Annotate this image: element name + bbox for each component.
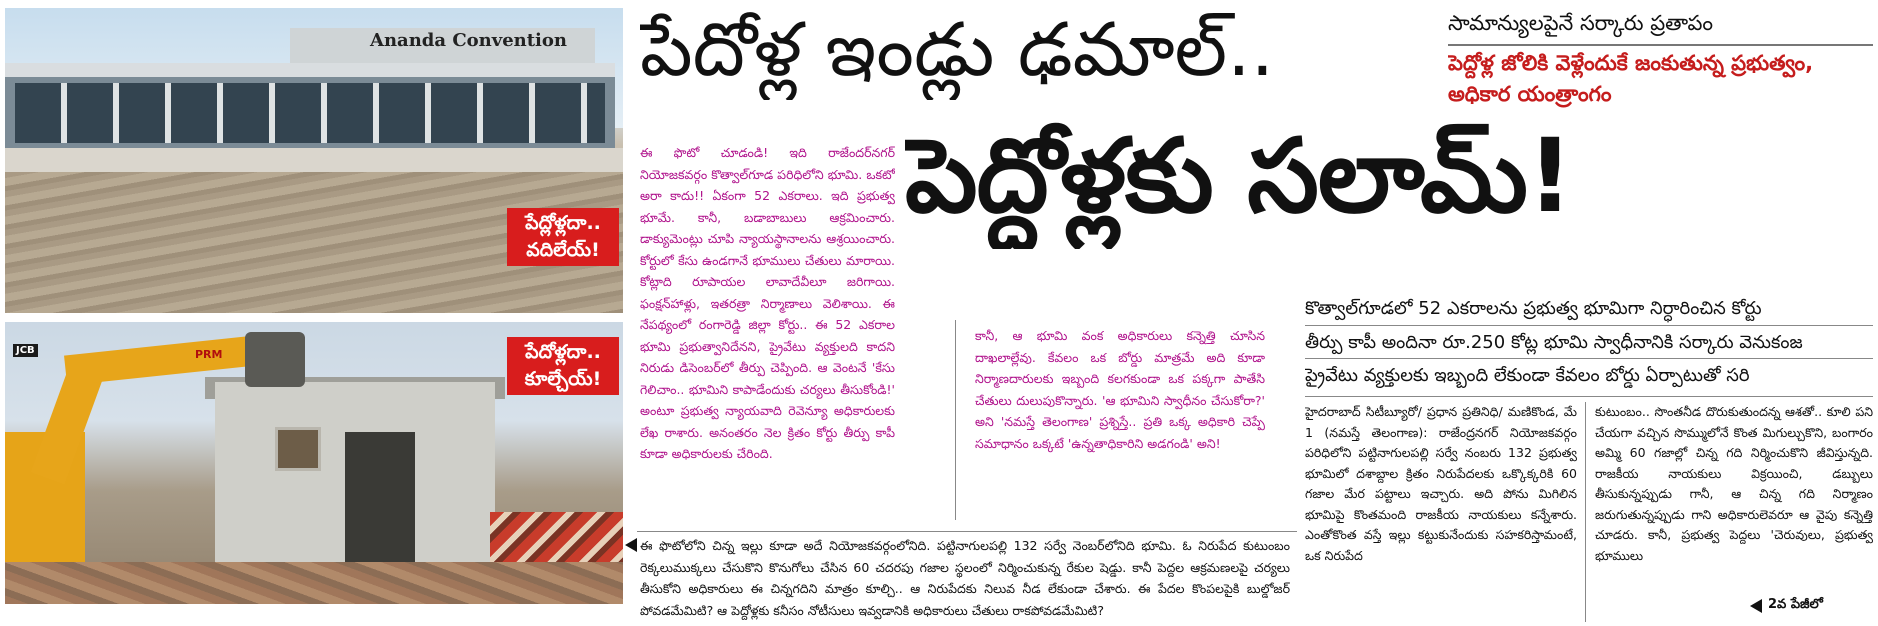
subhead-1: కొత్వాల్‌గూడలో 52 ఎకరాలను ప్రభుత్వ భూమిగా నిర్ధారించిన కోర్టు [1305,298,1762,319]
subhead-divider [1305,358,1873,359]
headline-line1: పేదోళ్ల ఇండ్లు ఢమాల్.. [640,7,1275,93]
subhead-2: తీర్పు కాపీ అందినా రూ.250 కోట్ల భూమి స్వాధీనానికి సర్కారు వెనుకంజ [1305,332,1803,353]
prm-label: PRM [195,348,223,361]
building-roof [5,63,615,77]
photo2-caption: పేదోళ్లదా.. కూల్చేయ్! [507,337,619,395]
photo-caption: ఈ ఫొటోలోని చిన్న ఇల్లు కూడా అదే నియోజకవర్గంలోనిది. పట్టినాగులపల్లి 132 సర్వే నెంబర్‌లోనిది భూమి. ఓ నిరుపేద కుటుంబం రెక్కలుముక్కలు చేసుకొని కొనుగోలు చేసిన 60 చదరపు గజాల స్థలంలో నిర్మించుకున్న రేకుల షెడ్డు. కానీ పెద్దల ఆక్రమణలపై చర్యలు తీసుకోని అధికారులు ఈ చిన్నగదిని మాత్రం కూల్చి.. ఆ నిరుపేదకు నిలువ నీడ లేకుండా చేశారు. ఈ పేదల కొంపలపైకి బుల్డోజర్ పోవడమేమిటి? ఆ పెద్దోళ్లకు కనీసం నోటీసులు ఇవ్వడానికి అధికారులు చేతులు రాకపోవడమేమిటి? [640,538,1290,618]
house-door [345,432,415,582]
photo1-caption: పేద్లోళ్లదా.. వదిలేయ్! [507,208,619,266]
subhead-divider [1305,325,1873,326]
jcb-logo: JCB [13,344,38,357]
kicker: సామాన్యులపైనే సర్కారు ప్రతాపం [1448,11,1714,35]
intro-text-part2: కానీ, ఆ భూమి వంక అధికారులు కన్నెత్తి చూసిన దాఖలాల్లేవు. కేవలం ఒక బోర్డు మాత్రమే అది కూడా నిర్మాణదారులకు ఇబ్బంది కలగకుండా ఒక పక్కగా పాతేసి చేతులు దులుపుకొన్నారు. 'ఆ భూమిని స్వాధీనం చేసుకోరా?' అని 'నమస్తే తెలంగాణ' ప్రశ్నిస్తే.. ప్రతి ఒక్క అధికారి చెప్పే సమాధానం ఒక్కటే 'ఉన్నతాధికారిని అడగండి' అని! [975,328,1265,451]
subhead-3: ప్రైవేటు వ్యక్తులకు ఇబ్బంది లేకుండా కేవలం బోర్డు ఏర్పాటుతో సరి [1305,365,1750,386]
signboard-text: Ananda Convention [370,30,567,51]
body-column-1: హైదరాబాద్ సిటీబ్యూరో/ ప్రధాన ప్రతినిధి/ మణికొండ, మే 1 (నమస్తే తెలంగాణ): రాజేంద్రనగర్ నియోజకవర్గం పరిధిలోని పట్టినాగులపల్లి సర్వే నంబరు 132 ప్రభుత్వ భూమిలో దశాబ్దాల క్రితం నిరుపేదలకు ఒక్కొక్కరికి 60 గజాల మేర పట్టాలు ఇచ్చారు. అది పోను మిగిలిన భూమిపై కొంతమంది రాజకీయ నాయకులు కన్నేశారు. ఎంతోకొంత వస్తే ఇల్లు కట్టుకునేందుకు సహకరిస్తామంటే, ఒక నిరుపేద [1305,404,1577,563]
body-column-2: కుటుంబం.. సొంతనీడ దొరుకుతుందన్న ఆశతో.. కూలి పని చేయగా వచ్చిన సొమ్ములోనే కొంత మిగుల్చుకొని, బంగారం అమ్మి 60 గజాల్లో చిన్న గది నిర్మించుకొని జీవిస్తున్నది. రాజకీయ నాయకులు విక్రయించి, డబ్బులు తీసుకున్నప్పుడు గానీ, ఆ చిన్న గది నిర్మాణం జరుగుతున్నప్పుడు గాని అధికారులెవరూ ఆ వైపు కన్నెత్తి చూడరు. కానీ, ప్రభుత్వ పెద్దలు 'చెరువులు, ప్రభుత్వ భూములు [1595,404,1873,563]
continued-arrow-icon [1750,599,1762,613]
kicker-divider [1448,44,1873,46]
column-divider [955,320,956,520]
rubble [5,562,623,604]
caption-pointer-icon [625,538,637,552]
headline-line2: పెద్దోళ్లకు సలామ్! [905,117,1573,236]
continued-link[interactable]: 2వ పేజీలో [1768,597,1823,612]
jcb-bucket [245,332,305,387]
caption-divider [637,531,1297,532]
column-divider [1585,402,1586,622]
intro-text-part1: ఈ ఫొటో చూడండి! ఇది రాజేందర్‌నగర్ నియోజకవర్గం కొత్వాల్‌గూడ పరిధిలోని భూమి. ఒకటో అరా కాదు!! ఏకంగా 52 ఎకరాలు. ఇది ప్రభుత్వ భూమే. కానీ, బడాబాబులు ఆక్రమించారు. డాక్యుమెంట్లు చూపి న్యాయస్థానాలను ఆశ్రయించారు. కోర్టులో కేసు ఉండగానే భూములు చేతులు మారాయి. కోట్లాది రూపాయల లావాదేవీలూ జరిగాయి. ఫంక్షన్‌హాళ్లు, ఇతరత్రా నిర్మాణాలు వెలిశాయి. ఈ నేపథ్యంలో రంగారెడ్డి జిల్లా కోర్టు.. ఈ 52 ఎకరాల భూమి ప్రభుత్వానిదేనని, ప్రైవేటు వ్యక్తులది కాదని నిరుడు డిసెంబర్‌లో తీర్పు చెప్పింది. ఆ వెంటనే 'కేసు గెలిచాం.. భూమిని కాపాడేందుకు చర్యలు తీసుకోండి!' అంటూ ప్రభుత్వ న్యాయవాది రెవెన్యూ అధికారులకు లేఖ రాశారు. అనంతరం నెల క్రితం కోర్టు తీర్పు కాపీ కూడా అధికారులకు చేరింది. [640,145,895,461]
subhead-divider [1305,396,1873,397]
boundary-wall [5,148,623,172]
deck: పెద్దోళ్ల జోలికి వెళ్లేందుకే జంకుతున్న ప్రభుత్వం, అధికార యంత్రాంగం [1448,51,1814,106]
house-window [275,427,321,471]
building-glass-facade [15,83,605,143]
convention-hall-photo [5,8,623,313]
